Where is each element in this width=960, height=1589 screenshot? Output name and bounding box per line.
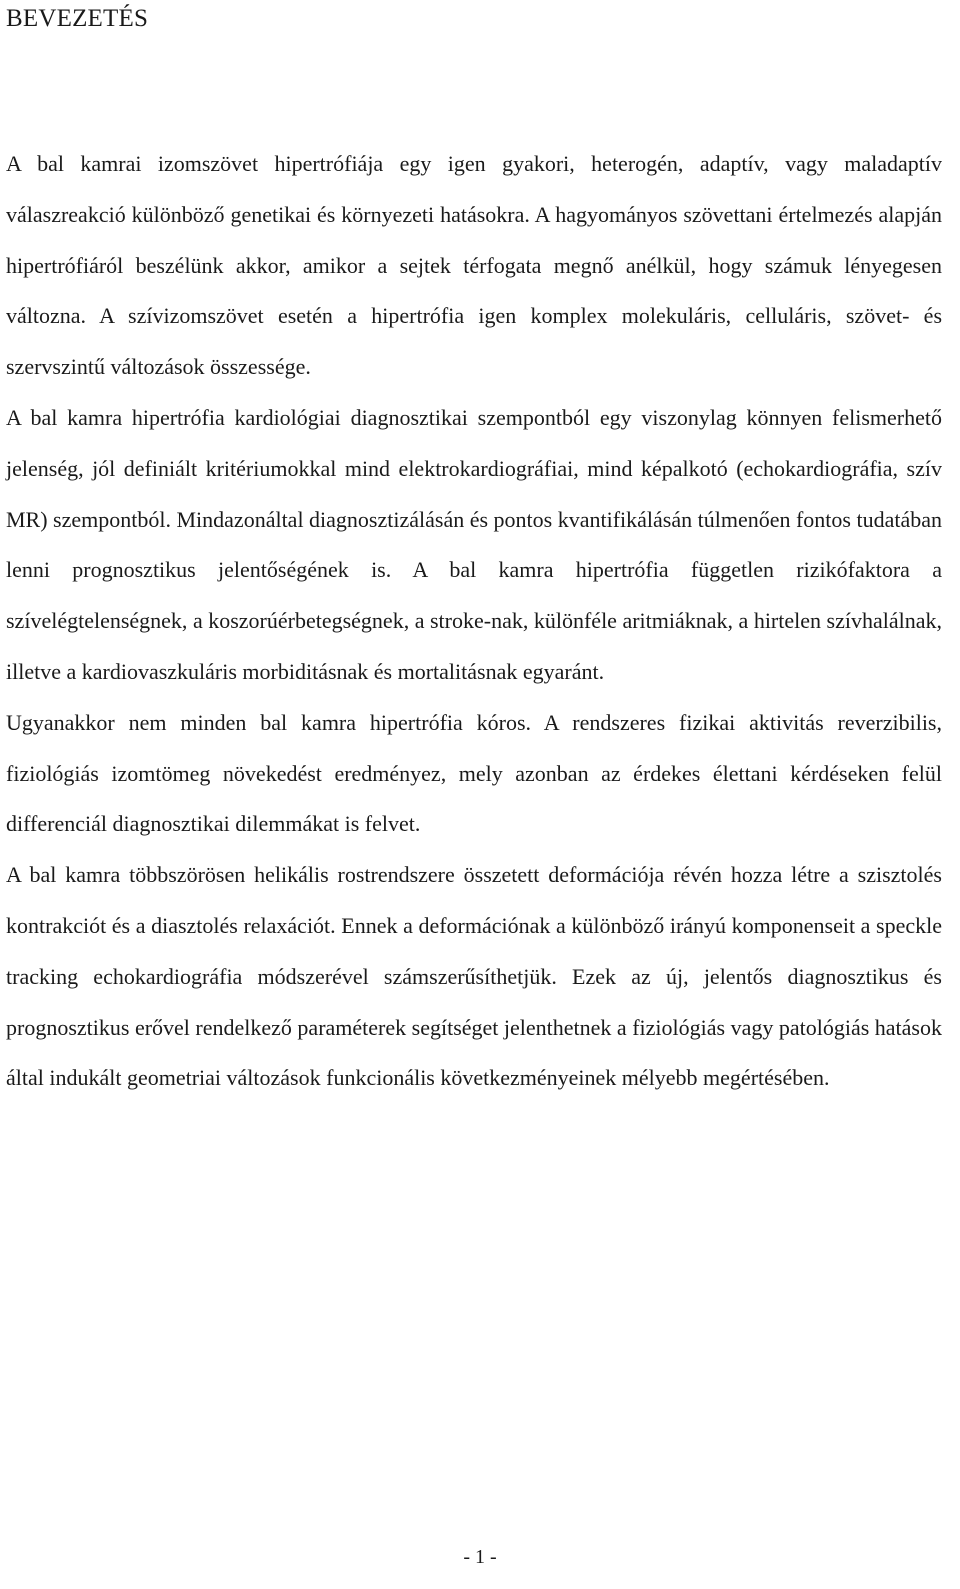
page-number: - 1 -	[463, 1546, 497, 1568]
paragraph-3: Ugyanakkor nem minden bal kamra hipertrófia kóros. A rendszeres fizikai aktivitás reverzibilis, fiziológiás izomtömeg növekedést eredményez, mely azonban az érdekes élettani kérdéseken felül differenciál diagnosztikai dilemmákat is felvet.	[6, 709, 942, 837]
paragraph-2: A bal kamra hipertrófia kardiológiai diagnosztikai szempontból egy viszonylag könnyen felismerhető jelenség, jól definiált kritériumokkal mind elektrokardiográfiai, mind képalkotó (echokardiográfia, szív MR) szempontból. Mindazonáltal diagnosztizálásán és pontos kvantifikálásán túlmenően fontos tudatában lenni prognosztikus jelentőségének is. A bal kamra hipertrófia független rizikófaktora a szívelégtelenségnek, a koszorúérbetegségnek, a stroke-nak, különféle aritmiáknak, a hirtelen szívhalálnak, illetve a kardiovaszkuláris morbiditásnak és mortalitásnak egyaránt.	[6, 404, 942, 684]
body-text	[6, 139, 942, 1104]
section-heading: BEVEZETÉS	[6, 5, 149, 32]
paragraph-4: A bal kamra többszörösen helikális rostrendszere összetett deformációja révén hozza létre a szisztolés kontrakciót és a diasztolés relaxációt. Ennek a deformációnak a különböző irányú komponenseit a speckle tracking echokardiográfia módszerével számszerűsíthetjük. Ezek az új, jelentős diagnosztikus és prognosztikus erővel rendelkező paraméterek segítséget jelenthetnek a fiziológiás vagy patológiás hatások által indukált geometriai változások funkcionális következményeinek mélyebb megértésében.	[6, 862, 942, 1091]
paragraph-1: A bal kamrai izomszövet hipertrófiája egy igen gyakori, heterogén, adaptív, vagy maladaptív válaszreakció különböző genetikai és környezeti hatásokra. A hagyományos szövettani értelmezés alapján hipertrófiáról beszélünk akkor, amikor a sejtek térfogata megnő anélkül, hogy számuk lényegesen változna. A szívizomszövet esetén a hipertrófia igen komplex molekuláris, celluláris, szövet- és szervszintű változások összessége.	[6, 151, 942, 380]
